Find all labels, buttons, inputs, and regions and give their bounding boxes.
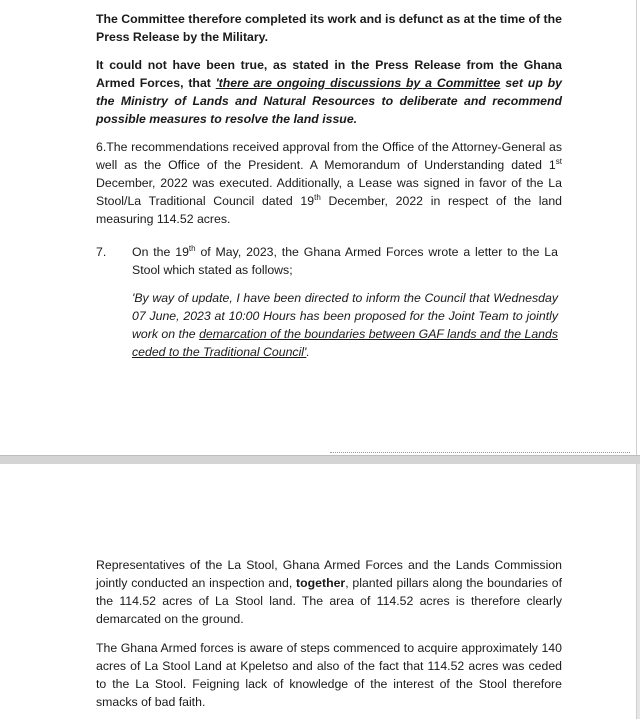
quoted-text-underlined: 'there are ongoing discussions by a Committee — [215, 76, 501, 90]
paragraph-text: The Committee therefore completed its work and is defunct as at the time of the Press Release by the Military. — [96, 12, 562, 44]
paragraph-recommendations — [96, 138, 562, 228]
paragraph-committee-defunct — [96, 10, 562, 46]
paragraph-text: On the 19 — [132, 245, 189, 259]
paragraph-text: It could not have been true, as stated in the Press Release from the Ghana Armed Forces, that — [96, 58, 562, 90]
paragraph-letter-intro — [132, 243, 558, 279]
quote-text: 'By way of update, I have been directed to inform the Council that Wednesday 07 June, 2023 at 10:00 Hours has been proposed for the Joint Team to jointly work on the — [132, 291, 558, 341]
paragraph-text: The Ghana Armed forces is aware of steps commenced to acquire approximately 140 acres of La Stool Land at Kpeletso and also of the fact that 114.52 acres was ceded to the La Stool. Feigning lack of knowledge of the interest of the Stool therefore smacks of bad faith. — [96, 641, 562, 709]
paragraph-could-not-be-true — [96, 56, 562, 128]
paragraph-text: , planted pillars along the boundaries of the 114.52 acres of La Stool land. The area of 114.52 acres is therefore clearly demarcated on the ground. — [96, 576, 562, 626]
letter-quote — [132, 289, 558, 361]
ordinal-suffix: th — [188, 243, 196, 253]
emphasis-text: together — [296, 576, 346, 590]
paragraph-text: December, 2022 in respect of the land measuring 114.52 acres. — [96, 194, 563, 226]
paragraph-bad-faith — [96, 639, 562, 711]
paragraph-text: Representatives of the La Stool, Ghana Armed Forces and the Lands Commission jointly conducted an inspection and, — [96, 558, 562, 590]
ordinal-suffix: th — [314, 192, 321, 202]
page-bottom-rule — [330, 452, 630, 453]
paragraph-text: of May, 2023, the Ghana Armed Forces wrote a letter to the La Stool which stated as follows; — [132, 245, 558, 277]
paragraph-text: 6.The recommendations received approval from the Office of the Attorney-General as well as the Office of the President. A Memorandum of Understanding dated 1 — [96, 140, 562, 172]
document-page-bottom — [0, 464, 637, 719]
item-number: 7. — [96, 245, 107, 259]
paragraph-text: December, 2022 was executed. Additionally, a Lease was signed in favor of the La Stool/La Traditional Council dated 19 — [96, 176, 562, 208]
quoted-text: set up by the Ministry of Lands and Natural Resources to deliberate and recommend possible measures to resolve the land issue. — [96, 76, 563, 126]
quote-text: . — [306, 345, 310, 359]
ordinal-suffix: st — [555, 156, 562, 166]
quote-text-underlined: demarcation of the boundaries between GAF lands and the Lands ceded to the Traditional Council' — [132, 327, 558, 359]
paragraph-joint-inspection — [96, 556, 562, 628]
